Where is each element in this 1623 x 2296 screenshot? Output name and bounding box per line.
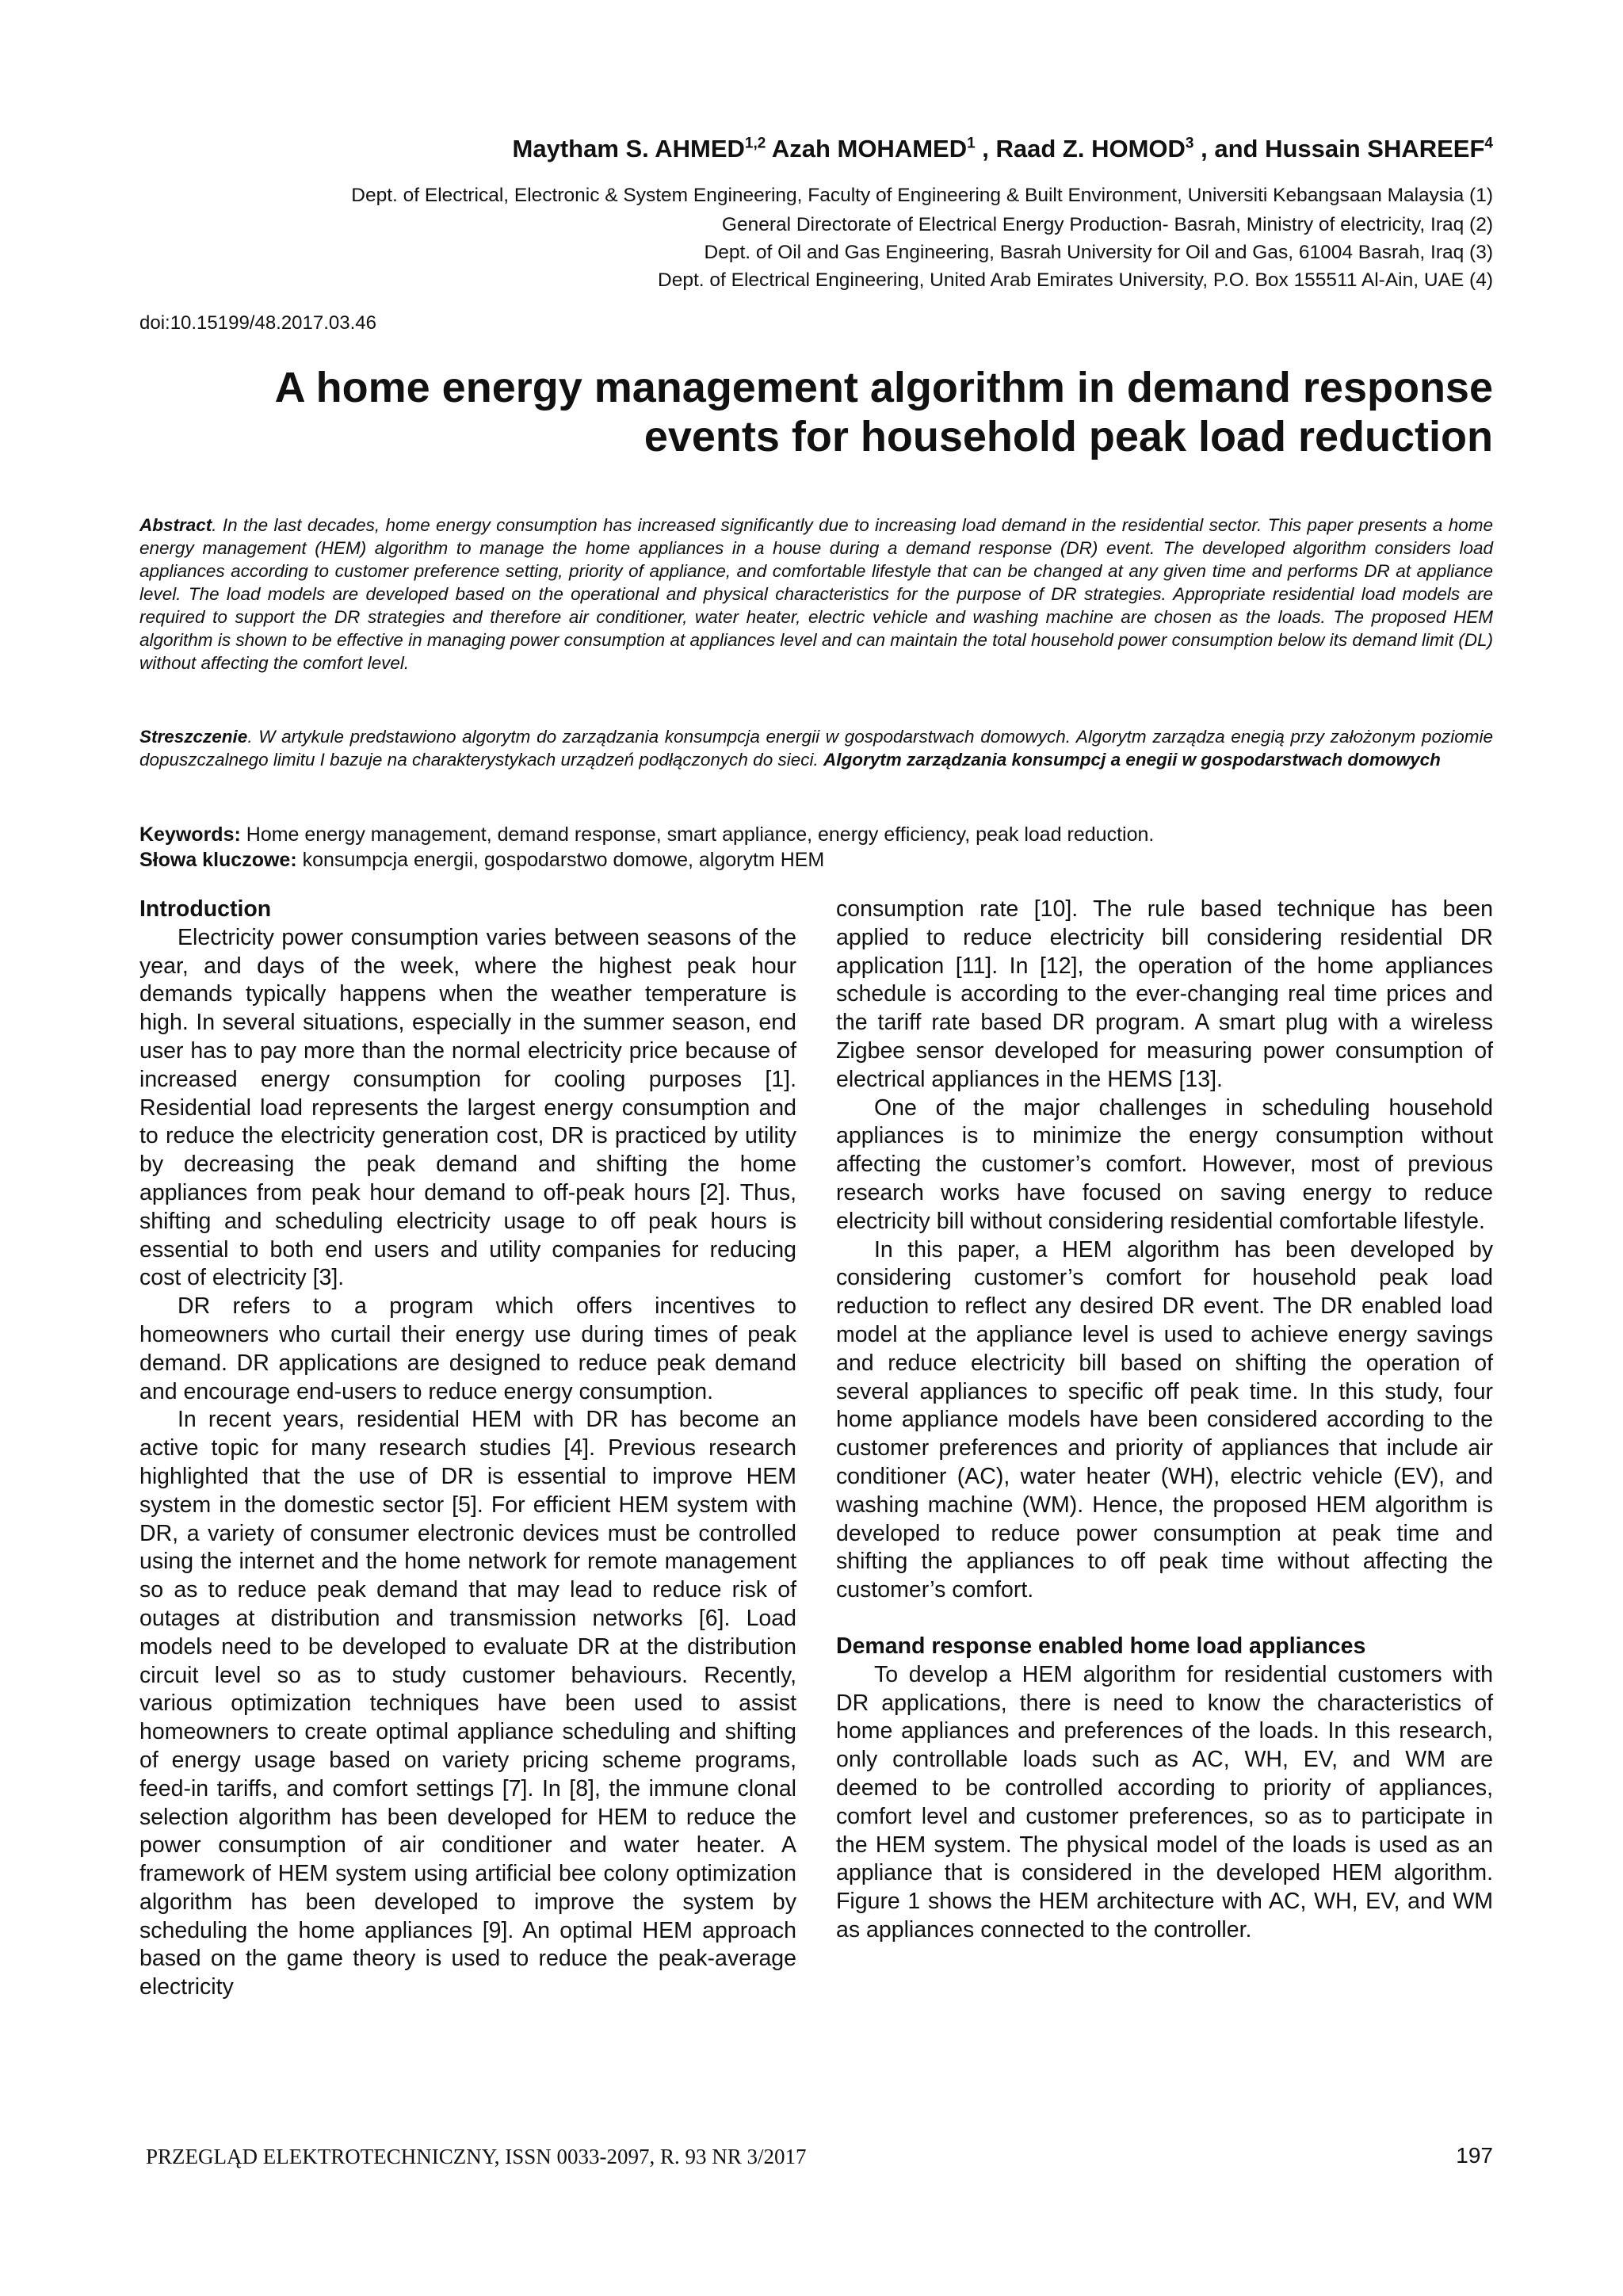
- author-name: Azah MOHAMED: [771, 135, 968, 162]
- abstract-label: Abstract: [139, 515, 212, 535]
- keywords-text: Home energy management, demand response, smart appliance, energy efficiency, peak load reduction.: [240, 823, 1155, 846]
- section-spacer: [836, 1605, 1493, 1633]
- doi-identifier: doi:10.15199/48.2017.03.46: [139, 312, 376, 334]
- paper-title: [130, 363, 1493, 461]
- section-heading-demand-response: Demand response enabled home load appliances: [836, 1633, 1366, 1659]
- affiliation-line: Dept. of Electrical Engineering, United Arab Emirates University, P.O. Box 155511 Al-Ain, UAE (4): [658, 269, 1493, 291]
- body-paragraph: In recent years, residential HEM with DR has become an active topic for many research studies [4]. Previous research highlighted that the use of DR is essential to improve HEM system in the domestic sector [5]. For efficient HEM system with DR, a variety of consumer electronic devices must be controlled using the internet and the home network for remote management so as to reduce peak demand that may lead to reduce risk of outages at distribution and transmission networks [6]. Load models need to be developed to evaluate DR at the distribution circuit level so as to study customer behaviours. Recently, various optimization techniques have been used to assist homeowners to create optimal appliance scheduling and shifting of energy usage based on variety pricing scheme programs, feed-in tariffs, and comfort settings [7]. In [8], the immune clonal selection algorithm has been developed for HEM to reduce the power consumption of air conditioner and water heater. A framework of HEM system using artificial bee colony optimization algorithm has been developed to improve the system by scheduling the home appliances [9]. An optimal HEM approach based on the game theory is used to reduce the peak-average electricity: [139, 1407, 796, 2000]
- author-list: [513, 135, 1493, 163]
- keywords-polish: [139, 849, 824, 872]
- body-paragraph: To develop a HEM algorithm for residential customers with DR applications, there is need to know the characteristics of home appliances and preferences of the loads. In this research, only controllable loads such as AC, WH, EV, and WM are deemed to be controlled according to priority of appliances, comfort level and customer preferences, so as to participate in the HEM system. The physical model of the loads is used as an appliance that is considered in the developed HEM algorithm. Figure 1 shows the HEM architecture with AC, WH, EV, and WM as appliances connected to the controller.: [836, 1661, 1493, 1943]
- journal-footer: PRZEGLĄD ELEKTROTECHNICZNY, ISSN 0033-2097, R. 93 NR 3/2017: [146, 2145, 807, 2168]
- author-name: Hussain SHAREEF: [1265, 135, 1485, 162]
- paper-title-line: events for household peak load reduction: [643, 413, 1493, 460]
- streszczenie-title: Algorytm zarządzania konsumpcj a enegii w gospodarstwach domowych: [823, 750, 1441, 770]
- section-heading-introduction: Introduction: [139, 896, 272, 922]
- author-name: Maytham S. AHMED: [512, 135, 745, 162]
- keywords: [139, 823, 1154, 846]
- page-number: 197: [1456, 2143, 1493, 2168]
- author-affiliation-marker: 1,2: [744, 135, 766, 152]
- author-separator: , and: [1193, 135, 1266, 162]
- keywords-polish-text: konsumpcja energii, gospodarstwo domowe, algorytm HEM: [296, 849, 825, 871]
- streszczenie: [139, 725, 1493, 771]
- abstract-text: . In the last decades, home energy consumption has increased significantly due to increasing load demand in the residential sector. This paper presents a home energy management (HEM) algorithm to manage the home appliances in a house during a demand response (DR) event. The developed algorithm considers load appliances according to customer preference setting, priority of appliance, and comfortable lifestyle that can be changed at any given time and performs DR at appliance level. The load models are developed based on the operational and physical characteristics for the purpose of DR strategies. Appropriate residential load models are required to support the DR strategies and therefore air conditioner, water heater, electric vehicle and washing machine are chosen as the loads. The proposed HEM algorithm is shown to be effective in managing power consumption at appliances level and can maintain the total household power consumption below its demand limit (DL) without affecting the comfort level.: [139, 515, 1493, 673]
- keywords-polish-label: Słowa kluczowe:: [139, 849, 297, 871]
- author-affiliation-marker: 3: [1185, 135, 1194, 152]
- left-column: [139, 896, 796, 2002]
- keywords-label: Keywords:: [139, 823, 241, 846]
- body-paragraph: In this paper, a HEM algorithm has been developed by considering customer’s comfort for household peak load reduction to reflect any desired DR event. The DR enabled load model at the appliance level is used to achieve energy savings and reduce electricity bill based on shifting the operation of several appliances to specific off peak time. In this study, four home appliance models have been considered according to the customer preferences and priority of appliances that include air conditioner (AC), water heater (WH), electric vehicle (EV), and washing machine (WM). Hence, the proposed HEM algorithm is developed to reduce power consumption at peak time and shifting the appliances to off peak time without affecting the customer’s comfort.: [836, 1236, 1493, 1603]
- streszczenie-text: . W artykule predstawiono algorytm do zarządzania konsumpcja energii w gospodarstwach domowych. Algorytm zarządza enegią przy założonym poziomie dopuszczalnego limitu I bazuje na charakterystykach urządzeń podłączonych do sieci.: [139, 727, 1493, 770]
- author-affiliation-marker: 1: [967, 135, 976, 152]
- abstract: [139, 514, 1493, 674]
- streszczenie-label: Streszczenie: [139, 727, 248, 747]
- paper-title-line: A home energy management algorithm in demand response: [274, 364, 1493, 411]
- author-affiliation-marker: 4: [1484, 135, 1493, 152]
- body-paragraph: consumption rate [10]. The rule based technique has been applied to reduce electricity bill considering residential DR application [11]. In [12], the operation of the home appliances schedule is according to the ever-changing real time prices and the tariff rate based DR program. A smart plug with a wireless Zigbee sensor developed for measuring power consumption of electrical appliances in the HEMS [13].: [836, 896, 1493, 1092]
- affiliation-line: Dept. of Electrical, Electronic & System Engineering, Faculty of Engineering & Built Environment, Universiti Kebangsaan Malaysia (1): [351, 185, 1493, 206]
- body-paragraph: DR refers to a program which offers incentives to homeowners who curtail their energy use during times of peak demand. DR applications are designed to reduce peak demand and encourage end-users to reduce energy consumption.: [139, 1293, 796, 1404]
- body-paragraph: One of the major challenges in scheduling household appliances is to minimize the energy consumption without affecting the customer’s comfort. However, most of previous research works have focused on saving energy to reduce electricity bill without considering residential comfortable lifestyle.: [836, 1095, 1493, 1234]
- author-separator: ,: [975, 135, 996, 162]
- body-paragraph: Electricity power consumption varies between seasons of the year, and days of the week, where the highest peak hour demands typically happens when the weather temperature is high. In several situations, especially in the summer season, end user has to pay more than the normal electricity price because of increased energy consumption for cooling purposes [1]. Residential load represents the largest energy consumption and to reduce the electricity generation cost, DR is practiced by utility by decreasing the peak demand and shifting the home appliances from peak hour demand to off-peak hours [2]. Thus, shifting and scheduling electricity usage to off peak hours is essential to both end users and utility companies for reducing cost of electricity [3].: [139, 924, 796, 1291]
- affiliation-line: Dept. of Oil and Gas Engineering, Basrah University for Oil and Gas, 61004 Basrah, Iraq (3): [704, 242, 1493, 263]
- affiliation-line: General Directorate of Electrical Energy Production- Basrah, Ministry of electricity, Iraq (2): [721, 214, 1493, 235]
- author-name: Raad Z. HOMOD: [995, 135, 1186, 162]
- right-column: [836, 896, 1493, 1945]
- author-separator: [766, 135, 771, 162]
